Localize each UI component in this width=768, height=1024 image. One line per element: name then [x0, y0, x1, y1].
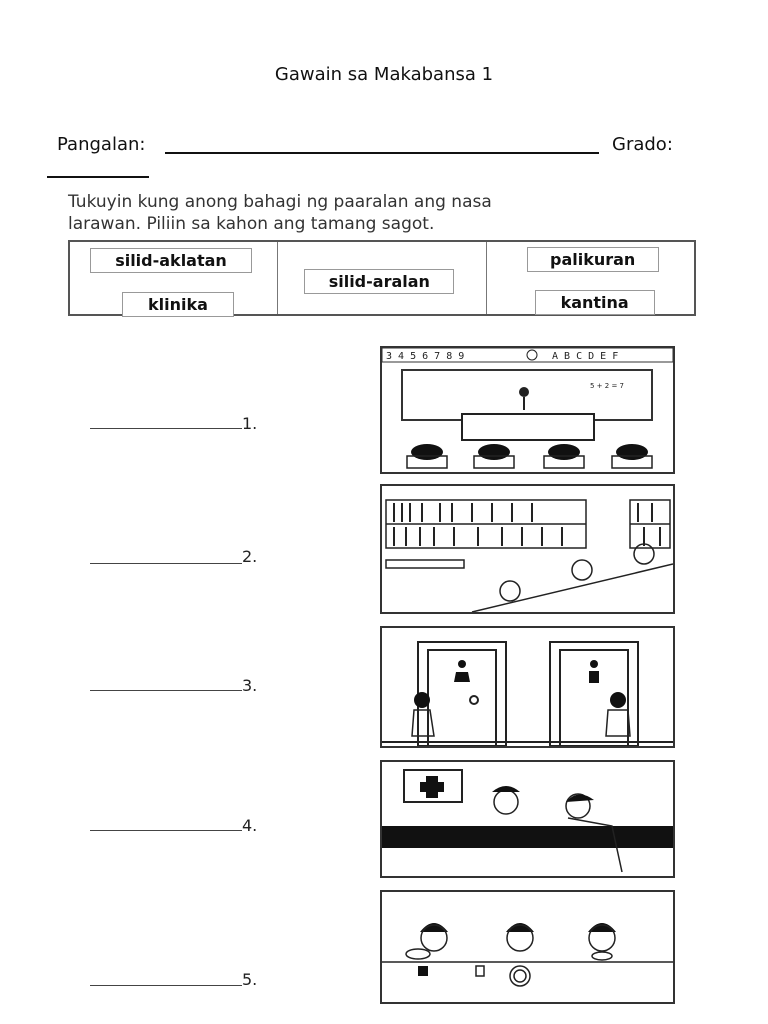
choice-palikuran: palikuran: [527, 247, 659, 272]
picture-clinic: [380, 760, 675, 878]
item-number-3: 3.: [242, 676, 258, 695]
instruction-line-1: Tukuyin kung anong bahagi ng paaralan ang nasa: [68, 192, 492, 212]
name-blank[interactable]: [165, 152, 599, 154]
answer-blank-4[interactable]: [90, 830, 242, 831]
choice-silid-aralan: silid-aralan: [304, 269, 454, 294]
grade-blank[interactable]: [47, 176, 149, 178]
picture-canteen: [380, 890, 675, 1004]
name-row: [57, 134, 145, 155]
item-number-4: 4.: [242, 816, 258, 835]
choice-klinika: klinika: [122, 292, 234, 317]
choices-column-1: [70, 242, 278, 314]
choices-column-3: [487, 242, 694, 314]
answer-blank-5[interactable]: [90, 985, 242, 986]
answer-blank-3[interactable]: [90, 690, 242, 691]
classroom-number-strip: 3 4 5 6 7 8 9: [386, 351, 465, 362]
worksheet-title: Gawain sa Makabansa 1: [274, 64, 494, 85]
choice-silid-aklatan: silid-aklatan: [90, 248, 252, 273]
instruction-line-2: larawan. Piliin sa kahon ang tamang sagot.: [68, 214, 435, 234]
choice-kantina: kantina: [535, 290, 655, 315]
picture-restroom: [380, 626, 675, 748]
item-number-1: 1.: [242, 414, 258, 433]
item-number-5: 5.: [242, 970, 258, 989]
name-label: Pangalan:: [57, 134, 146, 155]
answer-blank-2[interactable]: [90, 563, 242, 564]
classroom-board-text: 5 + 2 = 7: [590, 382, 624, 390]
classroom-letter-strip: A B C D E F: [552, 351, 619, 362]
choices-box: [68, 240, 696, 316]
grade-label: Grado:: [612, 134, 673, 155]
choices-column-2: [278, 242, 486, 314]
answer-blank-1[interactable]: [90, 428, 242, 429]
item-number-2: 2.: [242, 547, 258, 566]
picture-classroom: [380, 346, 675, 474]
picture-library: [380, 484, 675, 614]
